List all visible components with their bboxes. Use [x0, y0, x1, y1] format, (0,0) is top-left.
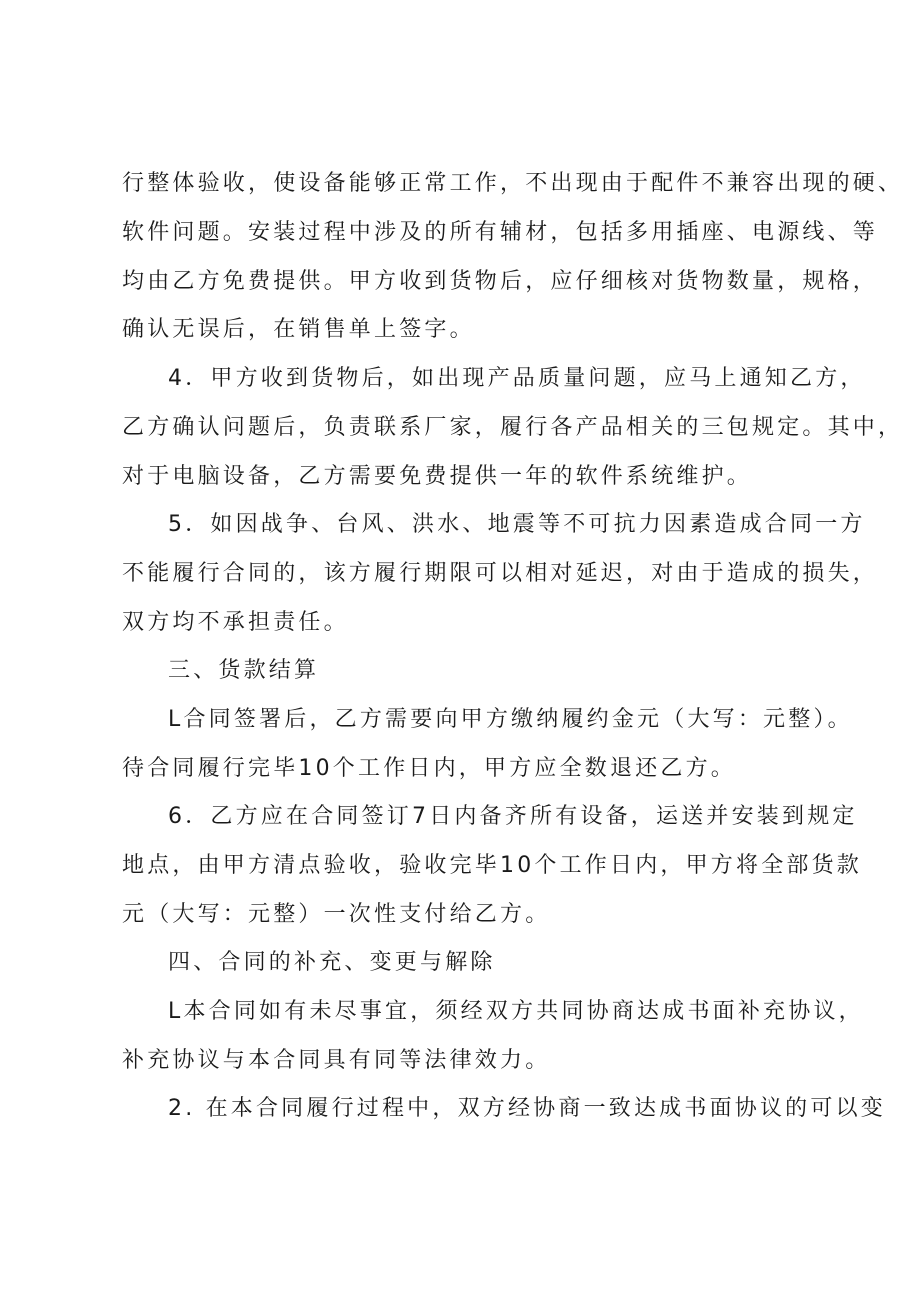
section-heading-payment: 三、货款结算 [168, 658, 320, 683]
text-line: 确认无误后，在销售单上签字。 [122, 317, 475, 342]
text-line: 补充协议与本合同具有同等法律效力。 [122, 1048, 551, 1073]
paragraph-item-6: 6．乙方应在合同签订7日内备齐所有设备，运送并安装到规定 [168, 804, 858, 829]
text-line: 均由乙方免费提供。甲方收到货物后，应仔细核对货物数量，规格， [122, 269, 879, 294]
text-line: 元（大写：元整）一次性支付给乙方。 [122, 902, 551, 927]
paragraph-supplement: L本合同如有未尽事宜，须经双方共同协商达成书面补充协议， [168, 999, 864, 1024]
text-line: 不能履行合同的，该方履行期限可以相对延迟，对由于造成的损失， [122, 561, 879, 586]
paragraph-deposit: L合同签署后，乙方需要向甲方缴纳履约金元（大写：元整）。 [168, 707, 853, 732]
text-line: 对于电脑设备，乙方需要免费提供一年的软件系统维护。 [122, 464, 753, 489]
text-line: 待合同履行完毕10个工作日内，甲方应全数退还乙方。 [122, 756, 736, 781]
text-line: 软件问题。安装过程中涉及的所有辅材，包括多用插座、电源线、等 [122, 220, 879, 245]
paragraph-item-4: 4．甲方收到货物后，如出现产品质量问题，应马上通知乙方， [168, 366, 866, 391]
text-line: 双方均不承担责任。 [122, 610, 349, 635]
text-line: 乙方确认问题后，负责联系厂家，履行各产品相关的三包规定。其中， [122, 415, 904, 440]
paragraph-item-2: 2. 在本合同履行过程中，双方经协商一致达成书面协议的可以变 [168, 1096, 886, 1121]
text-line: 地点，由甲方清点验收，验收完毕10个工作日内，甲方将全部货款 [122, 853, 862, 878]
paragraph-item-5: 5．如因战争、台风、洪水、地震等不可抗力因素造成合同一方 [168, 512, 866, 537]
text-line: 行整体验收，使设备能够正常工作，不出现由于配件不兼容出现的硬、 [122, 171, 904, 196]
section-heading-amendment: 四、合同的补充、变更与解除 [168, 950, 496, 975]
